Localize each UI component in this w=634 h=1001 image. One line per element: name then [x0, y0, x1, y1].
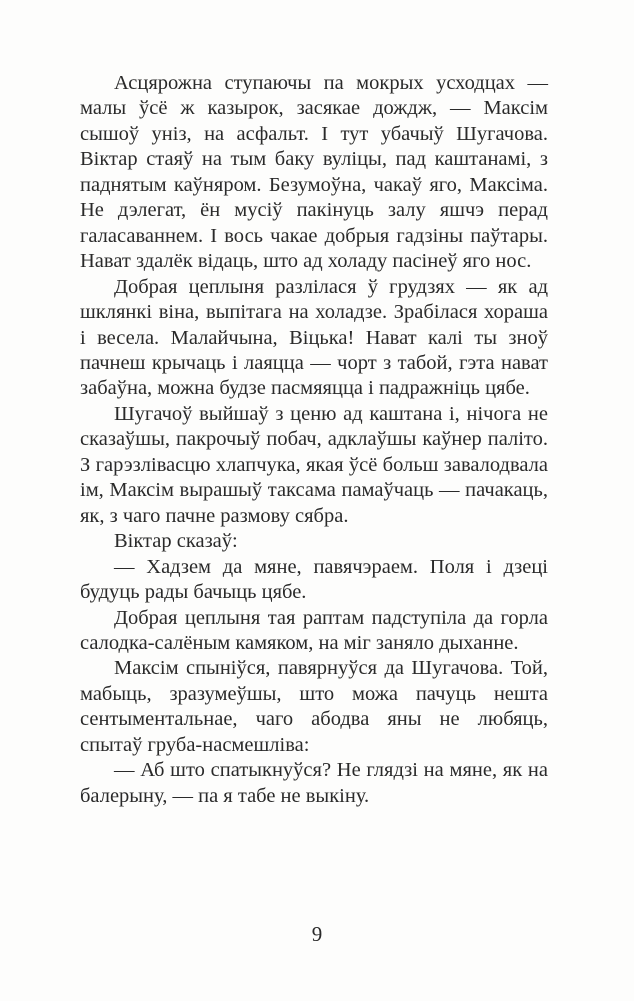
paragraph-7: Максім спыніўся, павярнуўся да Шугачова. Той, мабыць, зразумеўшы, што можа пачуць нешта сентыментальнае, чаго абодва яны не любяць, спытаў груба-насмешліва: [80, 657, 548, 756]
paragraph-4: Віктар сказаў: [114, 530, 238, 553]
paragraph-1: Асцярожна ступаючы па мокрых усходцах — малы ўсё ж казырок, засякае дождж, — Максім сышоў уніз, на асфальт. І тут убачыў Шугачова. Віктар стаяў на тым баку вуліцы, пад каштанамі, з паднятым каўняром. Безумоўна, чакаў яго, Максіма. Не дэлегат, ён мусіў пакінуць залу яшчэ перад галасаваннем. І вось чакае добрыя гадзіны паўтары. Нават здалёк відаць, што ад холаду пасінеў яго нос. [80, 72, 548, 273]
paragraph-3: Шугачоў выйшаў з ценю ад каштана і, нічога не сказаўшы, пакрочыў побач, адклаўшы каўнер паліто. З гарэзлівасцю хлапчука, якая ўсё больш завалодвала ім, Максім вырашыў таксама памаўчаць — пачакаць, як, з чаго пачне размову сябра. [80, 402, 548, 527]
page-body [80, 71, 548, 809]
paragraph-8: — Аб што спатыкнуўся? Не глядзі на мяне, як на балерыну, — па я табе не выкіну. [80, 759, 548, 807]
paragraph-2: Добрая цеплыня разлілася ў грудзях — як ад шклянкі віна, выпітага на холадзе. Зрабілася хораша і весела. Малайчына, Віцька! Нават калі ты зноў пачнеш крычаць і лаяцца — чорт з табой, гэта нават забаўна, можна будзе пасмяяцца і падражніць цябе. [80, 275, 548, 400]
page-number: 9 [311, 922, 323, 946]
paragraph-5: — Хадзем да мяне, павячэраем. Поля і дзеці будуць рады бачыць цябе. [80, 555, 548, 604]
paragraph-6: Добрая цеплыня тая раптам падступіла да горла салодка-салёным камяком, на міг заняло дыханне. [80, 606, 548, 654]
